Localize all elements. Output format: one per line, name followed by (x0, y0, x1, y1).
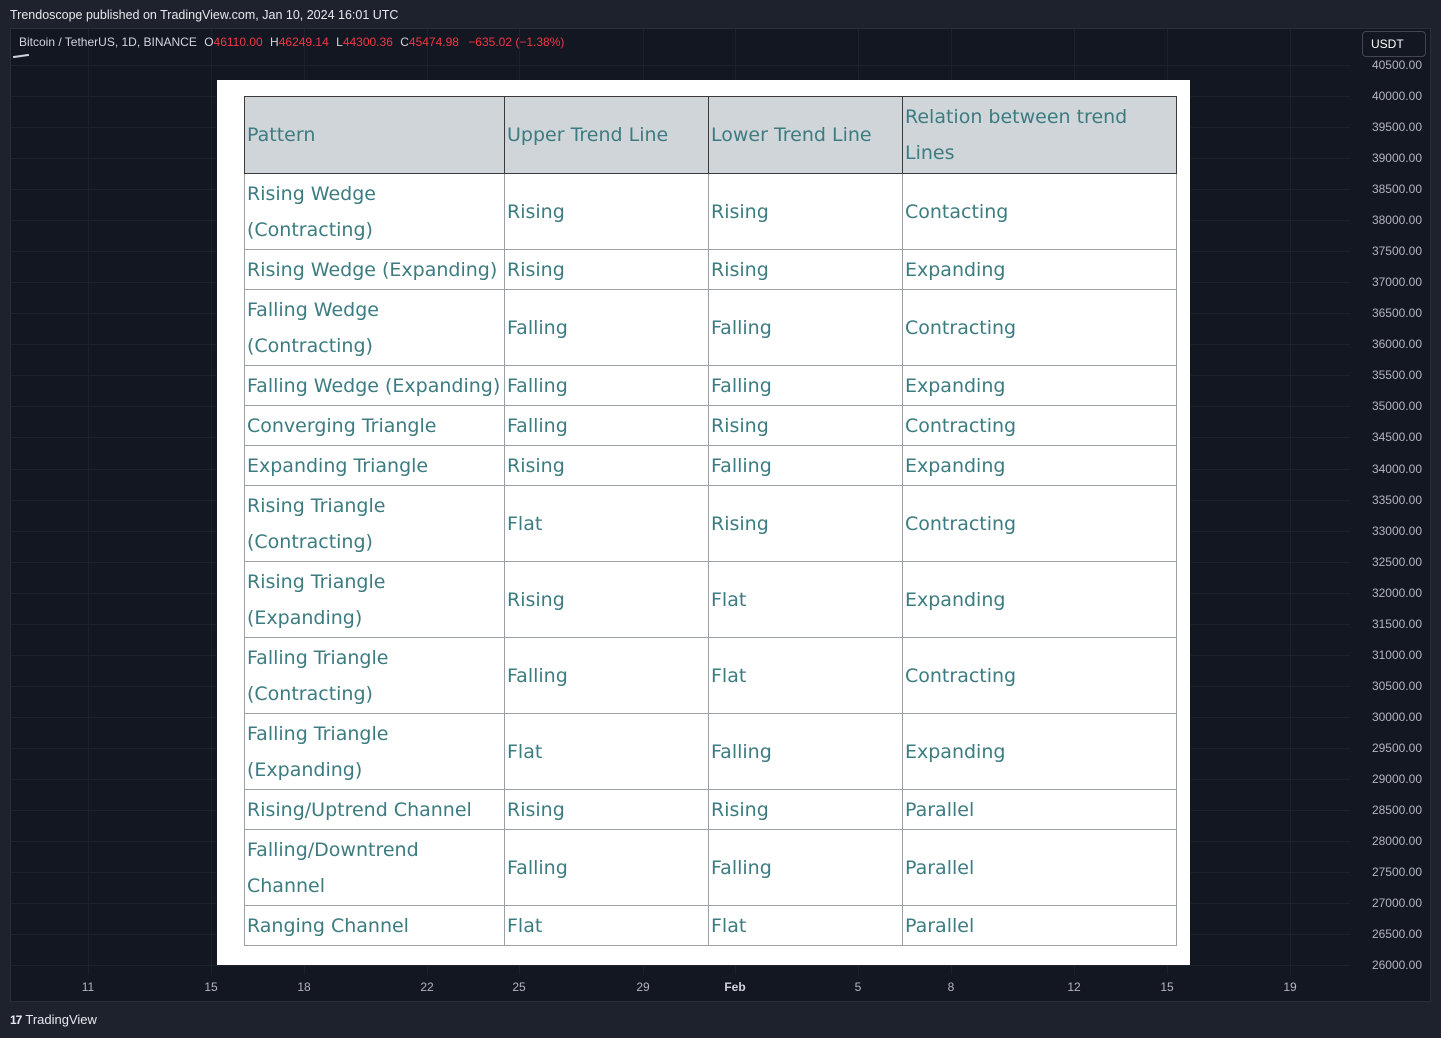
table-row (245, 638, 1177, 714)
table-row (245, 906, 1177, 946)
price-tick: 27000.00 (1371, 896, 1422, 911)
lower-trend-cell: Flat (709, 906, 903, 946)
time-axis[interactable] (11, 975, 1350, 1001)
table-row (245, 446, 1177, 486)
pattern-table-image (217, 80, 1190, 965)
tradingview-brand: TradingView (25, 1012, 97, 1027)
price-tick: 35000.00 (1371, 399, 1422, 414)
table-row (245, 366, 1177, 406)
relation-cell: Expanding (903, 366, 1177, 406)
lower-trend-cell: Rising (709, 250, 903, 290)
upper-trend-cell: Falling (505, 638, 709, 714)
price-tick: 26000.00 (1371, 958, 1422, 973)
price-tick: 29000.00 (1371, 771, 1422, 786)
time-tick: 19 (1283, 980, 1297, 994)
pattern-cell: Ranging Channel (245, 906, 505, 946)
relation-cell: Expanding (903, 562, 1177, 638)
symbol-legend (19, 35, 564, 49)
price-tick: 36000.00 (1371, 337, 1422, 352)
price-tick: 26500.00 (1371, 927, 1422, 942)
currency-button[interactable]: USDT (1362, 31, 1426, 57)
table-row (245, 790, 1177, 830)
time-tick: 25 (512, 980, 526, 994)
price-tick: 32000.00 (1371, 585, 1422, 600)
pattern-cell: Falling/Downtrend Channel (245, 830, 505, 906)
price-tick: 35500.00 (1371, 368, 1422, 383)
pattern-table (244, 96, 1177, 946)
pattern-cell: Falling Wedge (Expanding) (245, 366, 505, 406)
time-tick: 22 (420, 980, 434, 994)
pattern-cell: Rising Triangle (Contracting) (245, 486, 505, 562)
relation-cell: Parallel (903, 790, 1177, 830)
series-line-marker (13, 54, 29, 58)
time-tick: 15 (204, 980, 218, 994)
close-label: C (400, 35, 409, 49)
price-tick: 33500.00 (1371, 492, 1422, 507)
price-tick: 40500.00 (1371, 58, 1422, 72)
price-tick: 32500.00 (1371, 554, 1422, 569)
price-tick: 37000.00 (1371, 275, 1422, 290)
lower-trend-cell: Falling (709, 714, 903, 790)
price-tick: 40000.00 (1371, 89, 1422, 104)
pattern-cell: Converging Triangle (245, 406, 505, 446)
pattern-cell: Falling Wedge (Contracting) (245, 290, 505, 366)
table-row (245, 290, 1177, 366)
upper-trend-cell: Falling (505, 290, 709, 366)
price-tick: 39500.00 (1371, 120, 1422, 135)
vertical-gridline (211, 29, 212, 975)
upper-trend-cell: Rising (505, 174, 709, 250)
tradingview-icon: 17 (10, 1012, 22, 1027)
upper-trend-cell: Rising (505, 562, 709, 638)
lower-trend-cell: Rising (709, 790, 903, 830)
lower-trend-cell: Flat (709, 638, 903, 714)
lower-trend-cell: Rising (709, 406, 903, 446)
time-tick: 12 (1067, 980, 1081, 994)
lower-trend-cell: Falling (709, 446, 903, 486)
relation-cell: Parallel (903, 830, 1177, 906)
vertical-gridline (88, 29, 89, 975)
price-tick: 38000.00 (1371, 213, 1422, 228)
time-tick: 11 (81, 980, 95, 994)
upper-trend-cell: Falling (505, 830, 709, 906)
header-lower-trend-line: Lower Trend Line (709, 97, 903, 174)
upper-trend-cell: Flat (505, 486, 709, 562)
upper-trend-cell: Rising (505, 790, 709, 830)
tradingview-logo[interactable] (10, 1012, 97, 1027)
relation-cell: Expanding (903, 250, 1177, 290)
relation-cell: Contracting (903, 486, 1177, 562)
table-row (245, 486, 1177, 562)
price-tick: 30500.00 (1371, 678, 1422, 693)
table-row (245, 714, 1177, 790)
price-tick: 31500.00 (1371, 616, 1422, 631)
price-tick: 29500.00 (1371, 740, 1422, 755)
header-pattern: Pattern (245, 97, 505, 174)
relation-cell: Contracting (903, 638, 1177, 714)
table-header-row (245, 97, 1177, 174)
time-tick: 18 (297, 980, 311, 994)
upper-trend-cell: Falling (505, 366, 709, 406)
pattern-cell: Falling Triangle (Contracting) (245, 638, 505, 714)
price-tick: 27500.00 (1371, 865, 1422, 880)
price-tick: 37500.00 (1371, 244, 1422, 259)
low-value: 44300.36 (342, 35, 393, 49)
lower-trend-cell: Rising (709, 486, 903, 562)
open-label: O (204, 35, 214, 49)
upper-trend-cell: Flat (505, 714, 709, 790)
change-value: −635.02 (−1.38%) (468, 35, 565, 49)
lower-trend-cell: Rising (709, 174, 903, 250)
table-row (245, 830, 1177, 906)
lower-trend-cell: Falling (709, 290, 903, 366)
time-tick: 29 (636, 980, 650, 994)
header-upper-trend-line: Upper Trend Line (505, 97, 709, 174)
pattern-cell: Rising Wedge (Expanding) (245, 250, 505, 290)
table-row (245, 406, 1177, 446)
relation-cell: Expanding (903, 714, 1177, 790)
table-row (245, 562, 1177, 638)
time-tick: 15 (1160, 980, 1174, 994)
lower-trend-cell: Falling (709, 830, 903, 906)
price-tick: 34000.00 (1371, 461, 1422, 476)
pattern-cell: Rising Wedge (Contracting) (245, 174, 505, 250)
low-label: L (336, 35, 343, 49)
symbol-name[interactable]: Bitcoin / TetherUS, 1D, BINANCE (19, 35, 197, 49)
high-label: H (270, 35, 279, 49)
lower-trend-cell: Flat (709, 562, 903, 638)
price-tick: 28000.00 (1371, 834, 1422, 848)
price-tick: 28500.00 (1371, 802, 1422, 817)
price-tick: 38500.00 (1371, 182, 1422, 197)
relation-cell: Contacting (903, 174, 1177, 250)
table-row (245, 250, 1177, 290)
price-tick: 34500.00 (1371, 430, 1422, 445)
time-tick: 8 (947, 980, 955, 994)
header-relation: Relation between trend Lines (903, 97, 1177, 174)
price-tick: 33000.00 (1371, 523, 1422, 538)
pattern-cell: Rising Triangle (Expanding) (245, 562, 505, 638)
publisher-text: Trendoscope published on TradingView.com, Jan 10, 2024 16:01 UTC (10, 8, 399, 22)
price-tick: 39000.00 (1371, 151, 1422, 166)
time-tick: 5 (854, 980, 862, 994)
price-tick: 30000.00 (1371, 709, 1422, 724)
price-tick: 36500.00 (1371, 306, 1422, 321)
high-value: 46249.14 (278, 35, 329, 49)
pattern-cell: Rising/Uptrend Channel (245, 790, 505, 830)
upper-trend-cell: Falling (505, 406, 709, 446)
relation-cell: Parallel (903, 906, 1177, 946)
table-row (245, 174, 1177, 250)
price-tick: 31000.00 (1371, 647, 1422, 662)
lower-trend-cell: Falling (709, 366, 903, 406)
pattern-cell: Falling Triangle (Expanding) (245, 714, 505, 790)
vertical-gridline (1290, 29, 1291, 975)
upper-trend-cell: Rising (505, 446, 709, 486)
close-value: 45474.98 (408, 35, 459, 49)
price-axis[interactable] (1350, 57, 1430, 975)
upper-trend-cell: Rising (505, 250, 709, 290)
relation-cell: Expanding (903, 446, 1177, 486)
time-tick: Feb (724, 980, 746, 994)
relation-cell: Contracting (903, 290, 1177, 366)
relation-cell: Contracting (903, 406, 1177, 446)
upper-trend-cell: Flat (505, 906, 709, 946)
open-value: 46110.00 (213, 35, 263, 49)
pattern-cell: Expanding Triangle (245, 446, 505, 486)
